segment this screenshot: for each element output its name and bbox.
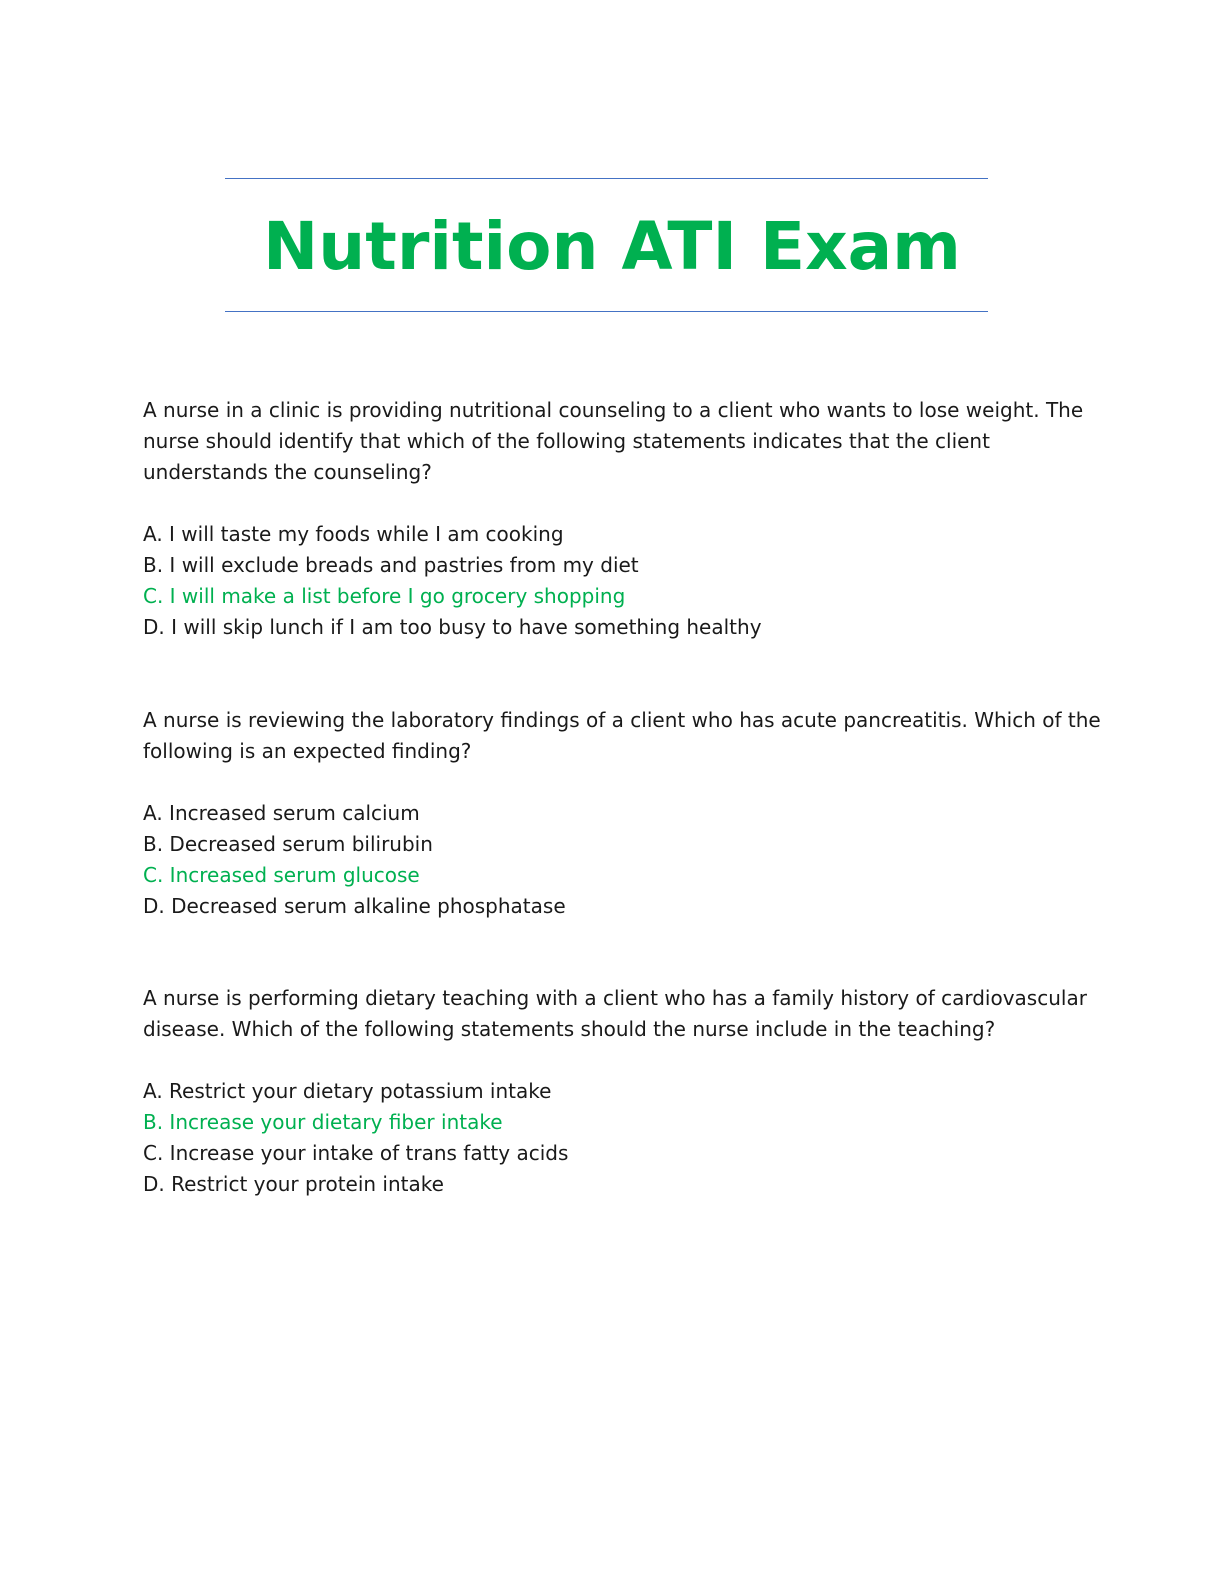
- answer-options: [143, 798, 1103, 922]
- question-stem: A nurse is performing dietary teaching with a client who has a family history of cardiovascular disease. Which of the following statements should the nurse include in the teaching?: [143, 986, 1087, 1041]
- answer-option-correct: B. Increase your dietary fiber intake: [143, 1110, 503, 1134]
- answer-options: [143, 519, 1103, 643]
- answer-option: D. I will skip lunch if I am too busy to have something healthy: [143, 615, 762, 639]
- question-block-3: [143, 983, 1103, 1200]
- answer-option: A. I will taste my foods while I am cooking: [143, 522, 564, 546]
- answer-option-correct: C. Increased serum glucose: [143, 863, 420, 887]
- answer-options: [143, 1076, 1103, 1200]
- document-title: Nutrition ATI Exam: [263, 208, 961, 285]
- title-bottom-rule: [225, 311, 988, 312]
- answer-option: B. I will exclude breads and pastries from my diet: [143, 553, 639, 577]
- question-block-1: [143, 395, 1103, 643]
- question-stem: A nurse in a clinic is providing nutritional counseling to a client who wants to lose weight. The nurse should identify that which of the following statements indicates that the client understands the counseling?: [143, 398, 1084, 484]
- question-list: [143, 395, 1103, 1262]
- answer-option: A. Restrict your dietary potassium intake: [143, 1079, 552, 1103]
- answer-option: C. Increase your intake of trans fatty acids: [143, 1141, 569, 1165]
- question-stem: A nurse is reviewing the laboratory findings of a client who has acute pancreatitis. Which of the following is an expected finding?: [143, 708, 1101, 763]
- title-top-rule: [225, 178, 988, 179]
- answer-option-correct: C. I will make a list before I go grocery shopping: [143, 584, 626, 608]
- answer-option: B. Decreased serum bilirubin: [143, 832, 433, 856]
- question-block-2: [143, 705, 1103, 922]
- answer-option: D. Restrict your protein intake: [143, 1172, 444, 1196]
- answer-option: D. Decreased serum alkaline phosphatase: [143, 894, 566, 918]
- answer-option: A. Increased serum calcium: [143, 801, 420, 825]
